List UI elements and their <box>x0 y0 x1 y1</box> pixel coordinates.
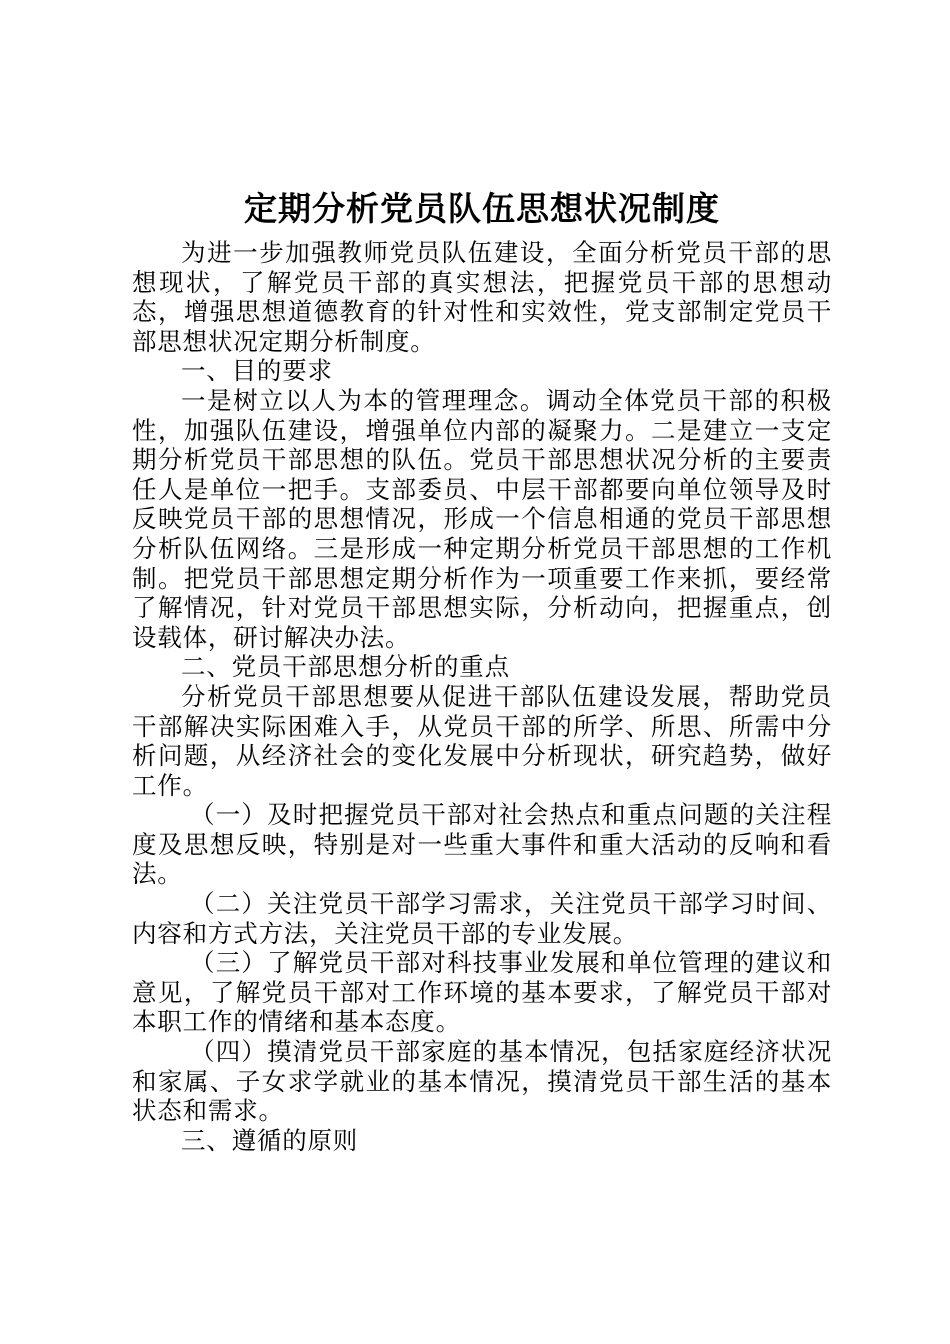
document-title: 定期分析党员队伍思想状况制度 <box>244 189 720 228</box>
section-heading-1: 一、目的要求 <box>181 356 333 386</box>
intro-paragraph: 为进一步加强教师党员队伍建设，全面分析党员干部的思想现状，了解党员干部的真实想法，把握党员干部的思想动态，增强思想道德教育的针对性和实效性，党支部制定党员干部思想状况定期分析制度。 <box>132 238 832 356</box>
section-1-paragraph: 一是树立以人为本的管理理念。调动全体党员干部的积极性，加强队伍建设，增强单位内部的凝聚力。二是建立一支定期分析党员干部思想的队伍。党员干部思想状况分析的主要责任人是单位一把手。支部委员、中层干部都要向单位领导及时反映党员干部的思想情况，形成一个信息相通的党员干部思想分析队伍网络。三是形成一种定期分析党员干部思想的工作机制。把党员干部思想定期分析作为一项重要工作来抓，要经常了解情况，针对党员干部思想实际，分析动向，把握重点，创设载体，研讨解决办法。 <box>132 385 832 652</box>
section-heading-3: 三、遵循的原则 <box>181 1125 359 1155</box>
section-2-item-2: （二）关注党员干部学习需求，关注党员干部学习时间、内容和方式方法，关注党员干部的专业发展。 <box>132 889 832 948</box>
section-2-item-3: （三）了解党员干部对科技事业发展和单位管理的建议和意见，了解党员干部对工作环境的基本要求，了解党员干部对本职工作的情绪和基本态度。 <box>132 948 832 1037</box>
section-2-paragraph: 分析党员干部思想要从促进干部队伍建设发展，帮助党员干部解决实际困难入手，从党员干部的所学、所思、所需中分析问题，从经济社会的变化发展中分析现状，研究趋势，做好工作。 <box>132 681 832 800</box>
section-heading-2: 二、党员干部思想分析的重点 <box>181 652 510 682</box>
section-2-item-4: （四）摸清党员干部家庭的基本情况，包括家庭经济状况和家属、子女求学就业的基本情况，摸清党员干部生活的基本状态和需求。 <box>132 1037 832 1126</box>
document-page <box>132 186 832 1155</box>
section-2-item-1: （一）及时把握党员干部对社会热点和重点问题的关注程度及思想反映，特别是对一些重大事件和重大活动的反响和看法。 <box>132 800 832 889</box>
